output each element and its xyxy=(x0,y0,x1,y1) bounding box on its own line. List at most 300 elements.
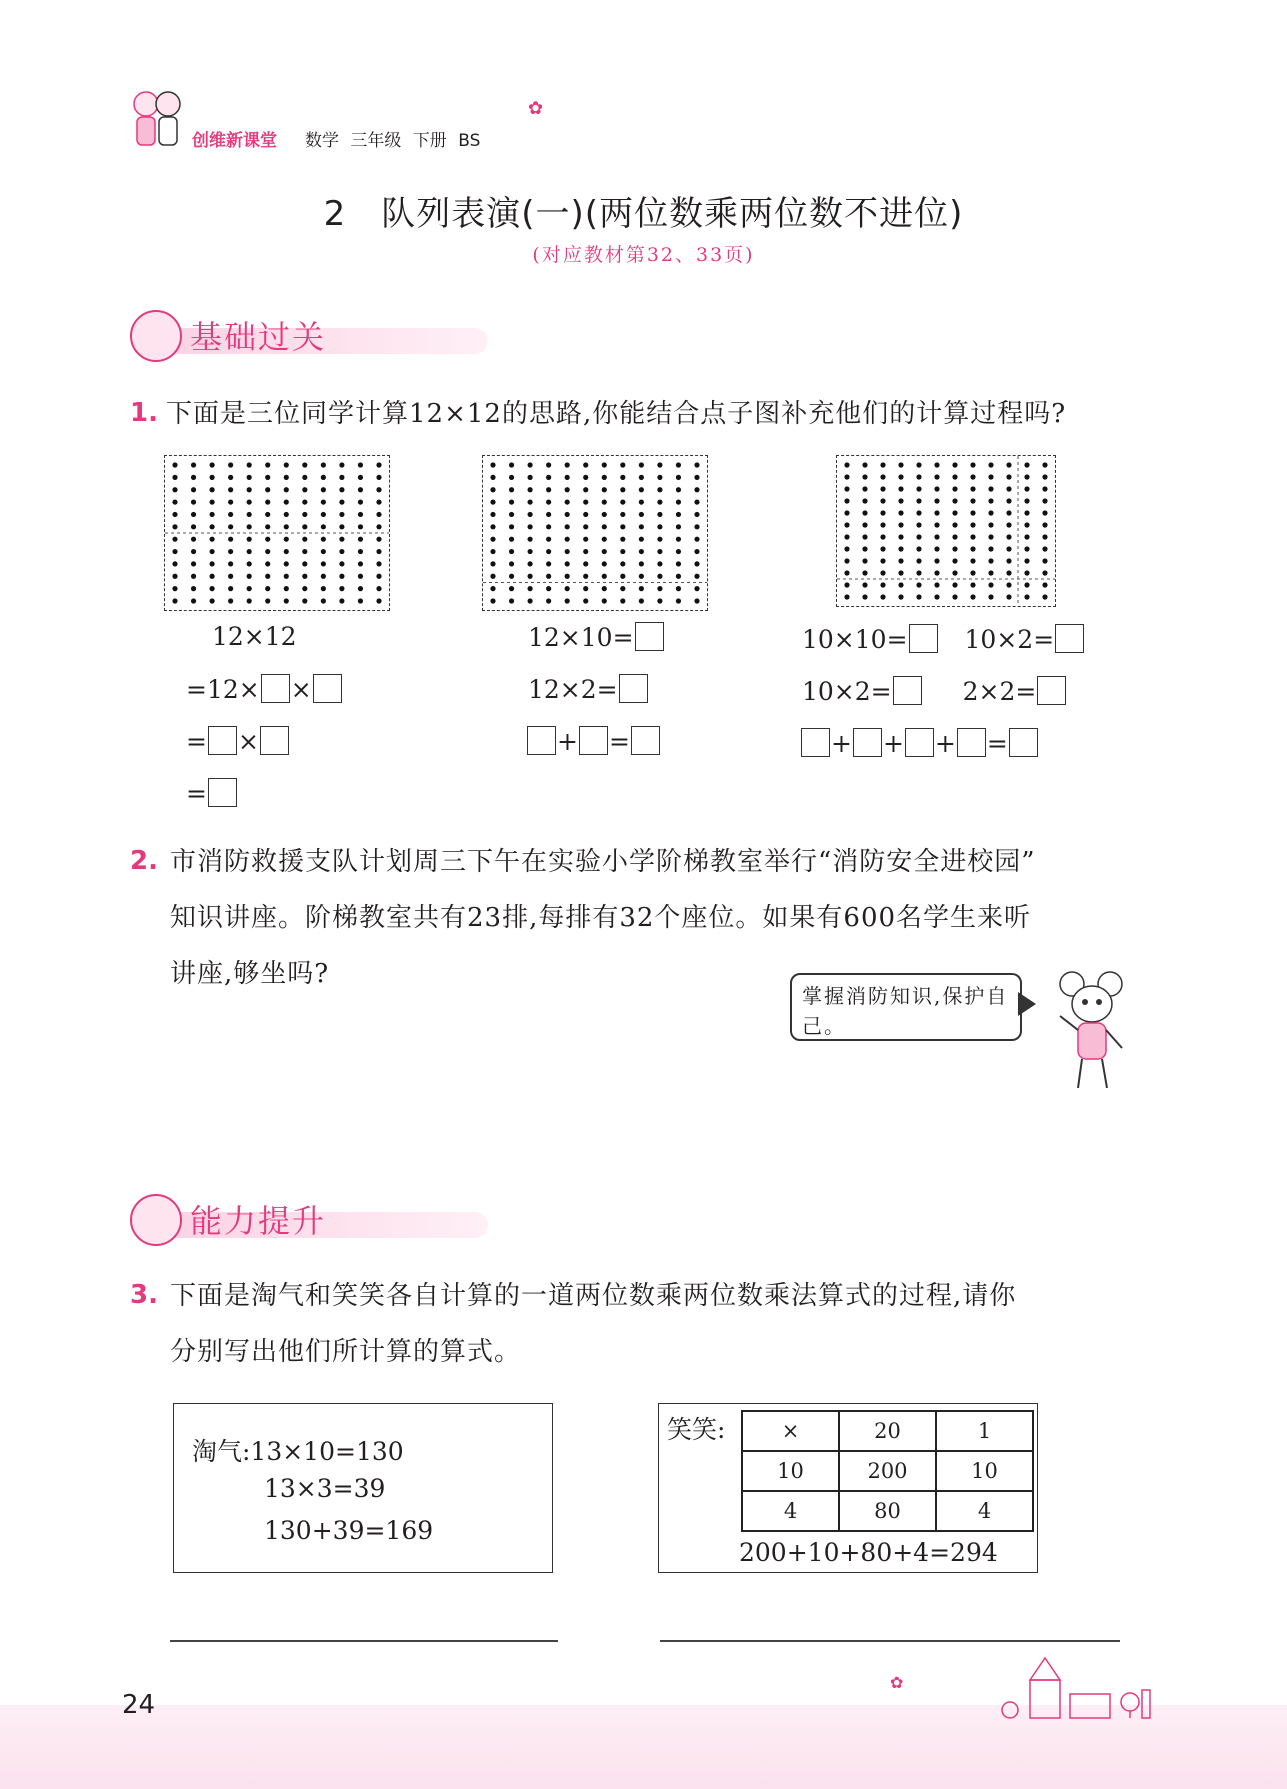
dot xyxy=(191,549,196,554)
header-mascot-icon xyxy=(128,84,186,154)
answer-box[interactable] xyxy=(909,624,938,653)
answer-box[interactable] xyxy=(527,726,556,755)
dot xyxy=(247,574,252,579)
dot xyxy=(1024,594,1029,599)
answer-box[interactable] xyxy=(579,726,608,755)
answer-box[interactable] xyxy=(208,726,237,755)
answer-box[interactable] xyxy=(635,622,664,651)
dot xyxy=(302,487,307,492)
dot xyxy=(583,462,588,467)
dot xyxy=(898,510,903,515)
dot xyxy=(620,561,625,566)
answer-box[interactable] xyxy=(893,676,922,705)
dot xyxy=(1024,570,1029,575)
dot xyxy=(952,510,957,515)
dot xyxy=(321,524,326,529)
table-cell: 4 xyxy=(742,1491,839,1531)
dot xyxy=(358,574,363,579)
dot xyxy=(509,512,514,517)
dot xyxy=(639,598,644,603)
dot xyxy=(880,522,885,527)
dot xyxy=(265,549,270,554)
dot xyxy=(844,462,849,467)
dot xyxy=(880,582,885,587)
dot xyxy=(565,574,570,579)
dot xyxy=(1024,510,1029,515)
answer-line-xiaoxiao[interactable] xyxy=(660,1640,1120,1642)
dot xyxy=(565,598,570,603)
dot xyxy=(1006,534,1011,539)
dot xyxy=(583,598,588,603)
dot xyxy=(565,475,570,480)
q2-line2: 知识讲座。阶梯教室共有23排,每排有32个座位。如果有600名学生来听 xyxy=(170,903,1032,933)
taoqi-line3: 130+39=169 xyxy=(264,1516,434,1545)
dot xyxy=(265,462,270,467)
dot xyxy=(676,549,681,554)
dot xyxy=(509,537,514,542)
dot xyxy=(657,598,662,603)
dot xyxy=(284,561,289,566)
answer-box[interactable] xyxy=(801,728,830,757)
dot xyxy=(676,499,681,504)
dot xyxy=(620,537,625,542)
dot xyxy=(490,598,495,603)
dot xyxy=(339,549,344,554)
section-basic-label: 基础过关 xyxy=(190,318,327,356)
page-subtitle: (对应教材第32、33页) xyxy=(532,244,755,266)
dot xyxy=(583,512,588,517)
section-advanced xyxy=(128,1192,368,1248)
dot xyxy=(583,537,588,542)
dot xyxy=(988,594,993,599)
dot xyxy=(880,570,885,575)
dot xyxy=(490,549,495,554)
dot xyxy=(844,474,849,479)
dot xyxy=(694,462,699,467)
dot xyxy=(546,574,551,579)
dot xyxy=(657,524,662,529)
dot xyxy=(988,462,993,467)
dot xyxy=(1024,546,1029,551)
table-cell: 10 xyxy=(742,1451,839,1491)
dot xyxy=(1042,462,1047,467)
dot xyxy=(1024,522,1029,527)
flower-icon: ✿ xyxy=(528,98,544,119)
dot xyxy=(862,498,867,503)
dot xyxy=(358,462,363,467)
dot xyxy=(490,499,495,504)
dot xyxy=(321,574,326,579)
dot xyxy=(376,462,381,467)
table-cell: 80 xyxy=(839,1491,936,1531)
answer-box[interactable] xyxy=(957,728,986,757)
dot xyxy=(209,524,214,529)
q1a-line2: =12× × xyxy=(186,674,343,704)
dot xyxy=(880,594,885,599)
dot xyxy=(321,561,326,566)
dot xyxy=(934,522,939,527)
dot xyxy=(952,570,957,575)
dot xyxy=(602,462,607,467)
dot xyxy=(339,462,344,467)
q2-number: 2. xyxy=(130,846,158,876)
dot xyxy=(676,574,681,579)
q1b-line1: 12×10= xyxy=(528,622,665,652)
dot xyxy=(247,487,252,492)
dot xyxy=(209,586,214,591)
dot xyxy=(228,598,233,603)
dot xyxy=(1024,582,1029,587)
answer-box[interactable] xyxy=(261,674,290,703)
dot xyxy=(639,549,644,554)
dot xyxy=(602,537,607,542)
dot xyxy=(988,522,993,527)
dot xyxy=(676,487,681,492)
dot xyxy=(321,537,326,542)
dot xyxy=(321,549,326,554)
dot xyxy=(639,512,644,517)
dot xyxy=(1042,486,1047,491)
dot xyxy=(988,570,993,575)
answer-box[interactable] xyxy=(1037,676,1066,705)
dot xyxy=(247,524,252,529)
dot xyxy=(284,512,289,517)
dot xyxy=(321,475,326,480)
dot xyxy=(694,499,699,504)
q1a-line1: 12×12 xyxy=(212,622,297,651)
dot xyxy=(583,475,588,480)
dot xyxy=(321,487,326,492)
dot xyxy=(862,570,867,575)
dot xyxy=(490,537,495,542)
dot xyxy=(302,586,307,591)
dot xyxy=(358,512,363,517)
dot xyxy=(339,487,344,492)
dot xyxy=(228,574,233,579)
dot xyxy=(265,574,270,579)
dot xyxy=(527,598,532,603)
dot xyxy=(565,487,570,492)
dot xyxy=(191,574,196,579)
dot xyxy=(339,499,344,504)
dot xyxy=(376,549,381,554)
dot xyxy=(1024,462,1029,467)
dot xyxy=(1006,486,1011,491)
dot xyxy=(970,474,975,479)
dot xyxy=(602,475,607,480)
dot xyxy=(172,524,177,529)
dot xyxy=(490,561,495,566)
dot xyxy=(527,524,532,529)
dot xyxy=(970,558,975,563)
dot xyxy=(1006,462,1011,467)
dot xyxy=(602,499,607,504)
dot xyxy=(302,475,307,480)
dot xyxy=(898,594,903,599)
dot xyxy=(602,586,607,591)
dot xyxy=(265,499,270,504)
dot xyxy=(602,487,607,492)
dot xyxy=(172,462,177,467)
dot xyxy=(952,498,957,503)
dot xyxy=(191,537,196,542)
dot xyxy=(339,561,344,566)
dot xyxy=(358,487,363,492)
dot xyxy=(880,510,885,515)
dot xyxy=(191,598,196,603)
dot xyxy=(302,499,307,504)
dot xyxy=(916,582,921,587)
taoqi-line1: 淘气:13×10=130 xyxy=(192,1437,404,1466)
dot xyxy=(284,475,289,480)
dot xyxy=(172,561,177,566)
dot xyxy=(284,574,289,579)
dot xyxy=(546,524,551,529)
dot xyxy=(546,537,551,542)
dot xyxy=(376,574,381,579)
dot xyxy=(934,534,939,539)
dot xyxy=(172,487,177,492)
q1a-line4: = xyxy=(186,778,238,808)
dot xyxy=(916,546,921,551)
dot xyxy=(302,598,307,603)
mascot-face-icon xyxy=(130,310,182,362)
dot xyxy=(880,498,885,503)
dot xyxy=(676,512,681,517)
dot xyxy=(247,462,252,467)
answer-box[interactable] xyxy=(1009,728,1038,757)
dot xyxy=(952,474,957,479)
dot xyxy=(844,534,849,539)
dot xyxy=(339,586,344,591)
dot xyxy=(358,537,363,542)
q1a-line3: = × xyxy=(186,726,290,756)
dot xyxy=(209,475,214,480)
answer-box[interactable] xyxy=(619,674,648,703)
dot xyxy=(490,574,495,579)
table-cell: 200 xyxy=(839,1451,936,1491)
dot xyxy=(1042,546,1047,551)
dot xyxy=(1042,534,1047,539)
dot xyxy=(509,561,514,566)
dot xyxy=(620,499,625,504)
dot xyxy=(862,522,867,527)
dot xyxy=(1042,522,1047,527)
dot xyxy=(191,561,196,566)
q1-number: 1. xyxy=(130,398,158,428)
dot xyxy=(358,524,363,529)
dot xyxy=(1006,558,1011,563)
dot xyxy=(490,487,495,492)
dot xyxy=(676,524,681,529)
dot xyxy=(639,586,644,591)
dot xyxy=(527,574,532,579)
dot xyxy=(546,462,551,467)
answer-box[interactable] xyxy=(313,674,342,703)
dot xyxy=(988,474,993,479)
dot xyxy=(321,598,326,603)
dot xyxy=(898,474,903,479)
dot xyxy=(988,486,993,491)
dot xyxy=(988,498,993,503)
dot xyxy=(376,487,381,492)
dot xyxy=(844,582,849,587)
dot xyxy=(676,561,681,566)
dot xyxy=(898,534,903,539)
dot xyxy=(265,512,270,517)
dot xyxy=(880,546,885,551)
dot xyxy=(934,570,939,575)
dot xyxy=(620,598,625,603)
dot xyxy=(970,582,975,587)
table-row xyxy=(742,1411,1033,1451)
dot xyxy=(898,546,903,551)
dot xyxy=(209,561,214,566)
dot xyxy=(228,586,233,591)
table-cell: × xyxy=(742,1411,839,1451)
dot xyxy=(284,586,289,591)
dot xyxy=(302,512,307,517)
dot xyxy=(934,510,939,515)
dot xyxy=(527,549,532,554)
dot xyxy=(565,561,570,566)
xiaoxiao-label: 笑笑: xyxy=(667,1415,726,1444)
dot xyxy=(862,546,867,551)
xiaoxiao-box xyxy=(658,1403,1038,1573)
dot xyxy=(490,512,495,517)
dot xyxy=(172,475,177,480)
dot xyxy=(1024,534,1029,539)
dot xyxy=(970,522,975,527)
dot xyxy=(265,487,270,492)
dot xyxy=(284,499,289,504)
mouse-mascot-icon xyxy=(1052,968,1132,1097)
dot xyxy=(934,486,939,491)
answer-box[interactable] xyxy=(631,726,660,755)
q1-text: 下面是三位同学计算12×12的思路,你能结合点子图补充他们的计算过程吗? xyxy=(166,399,1067,429)
dot xyxy=(228,549,233,554)
dot xyxy=(172,549,177,554)
dot xyxy=(302,574,307,579)
dot xyxy=(970,462,975,467)
dot xyxy=(376,598,381,603)
dot xyxy=(844,522,849,527)
dot xyxy=(1006,570,1011,575)
dot xyxy=(898,570,903,575)
answer-box[interactable] xyxy=(208,778,237,807)
dot xyxy=(639,561,644,566)
dot xyxy=(862,558,867,563)
q1c-line2: 10×2= 2×2= xyxy=(802,676,1067,706)
dot xyxy=(583,549,588,554)
dot xyxy=(934,594,939,599)
dot xyxy=(527,499,532,504)
dot xyxy=(284,598,289,603)
answer-box[interactable] xyxy=(853,728,882,757)
dot xyxy=(565,499,570,504)
dot xyxy=(694,549,699,554)
dot xyxy=(952,582,957,587)
dot xyxy=(302,561,307,566)
dot xyxy=(602,598,607,603)
dot xyxy=(1006,510,1011,515)
dot xyxy=(657,475,662,480)
dot xyxy=(247,586,252,591)
dot xyxy=(934,462,939,467)
dot xyxy=(209,499,214,504)
dot xyxy=(934,558,939,563)
answer-box[interactable] xyxy=(260,726,289,755)
castle-decoration-icon xyxy=(990,1650,1160,1724)
dot xyxy=(247,475,252,480)
table-row xyxy=(742,1451,1033,1491)
dot xyxy=(376,475,381,480)
dot-grid-c xyxy=(836,455,1056,607)
dot xyxy=(694,475,699,480)
dot xyxy=(509,598,514,603)
dot xyxy=(284,549,289,554)
answer-box[interactable] xyxy=(1055,624,1084,653)
dot xyxy=(509,574,514,579)
dot xyxy=(172,586,177,591)
dot xyxy=(490,462,495,467)
q2-line1: 市消防救援支队计划周三下午在实验小学阶梯教室举行“消防安全进校园” xyxy=(170,847,1036,877)
taoqi-line2: 13×3=39 xyxy=(264,1474,386,1503)
dot xyxy=(376,499,381,504)
header-book-info: 数学 三年级 下册 BS xyxy=(305,131,481,151)
dot xyxy=(247,499,252,504)
dot xyxy=(934,498,939,503)
dot xyxy=(376,537,381,542)
dot xyxy=(358,586,363,591)
dot xyxy=(228,561,233,566)
dot xyxy=(509,524,514,529)
xiaoxiao-table xyxy=(741,1410,1034,1532)
dot xyxy=(358,549,363,554)
section-advanced-label: 能力提升 xyxy=(190,1202,327,1240)
dot xyxy=(639,499,644,504)
dot xyxy=(952,462,957,467)
answer-box[interactable] xyxy=(905,728,934,757)
dot xyxy=(602,524,607,529)
dot xyxy=(970,510,975,515)
dot-grid-a xyxy=(164,455,390,611)
page-number: 24 xyxy=(122,1690,156,1720)
dot xyxy=(844,546,849,551)
dot xyxy=(988,558,993,563)
dot xyxy=(602,512,607,517)
dot xyxy=(952,522,957,527)
dot xyxy=(1006,498,1011,503)
dot xyxy=(247,537,252,542)
dot xyxy=(247,561,252,566)
q3-line2: 分别写出他们所计算的算式。 xyxy=(170,1337,522,1367)
dot xyxy=(657,512,662,517)
dot xyxy=(657,537,662,542)
dot xyxy=(546,586,551,591)
dot xyxy=(844,558,849,563)
answer-line-taoqi[interactable] xyxy=(170,1640,558,1642)
dot xyxy=(898,558,903,563)
table-cell: 20 xyxy=(839,1411,936,1451)
dot xyxy=(191,586,196,591)
dot xyxy=(228,524,233,529)
dot xyxy=(565,512,570,517)
dot xyxy=(844,570,849,575)
dot xyxy=(265,475,270,480)
dot xyxy=(1042,510,1047,515)
dot xyxy=(527,462,532,467)
